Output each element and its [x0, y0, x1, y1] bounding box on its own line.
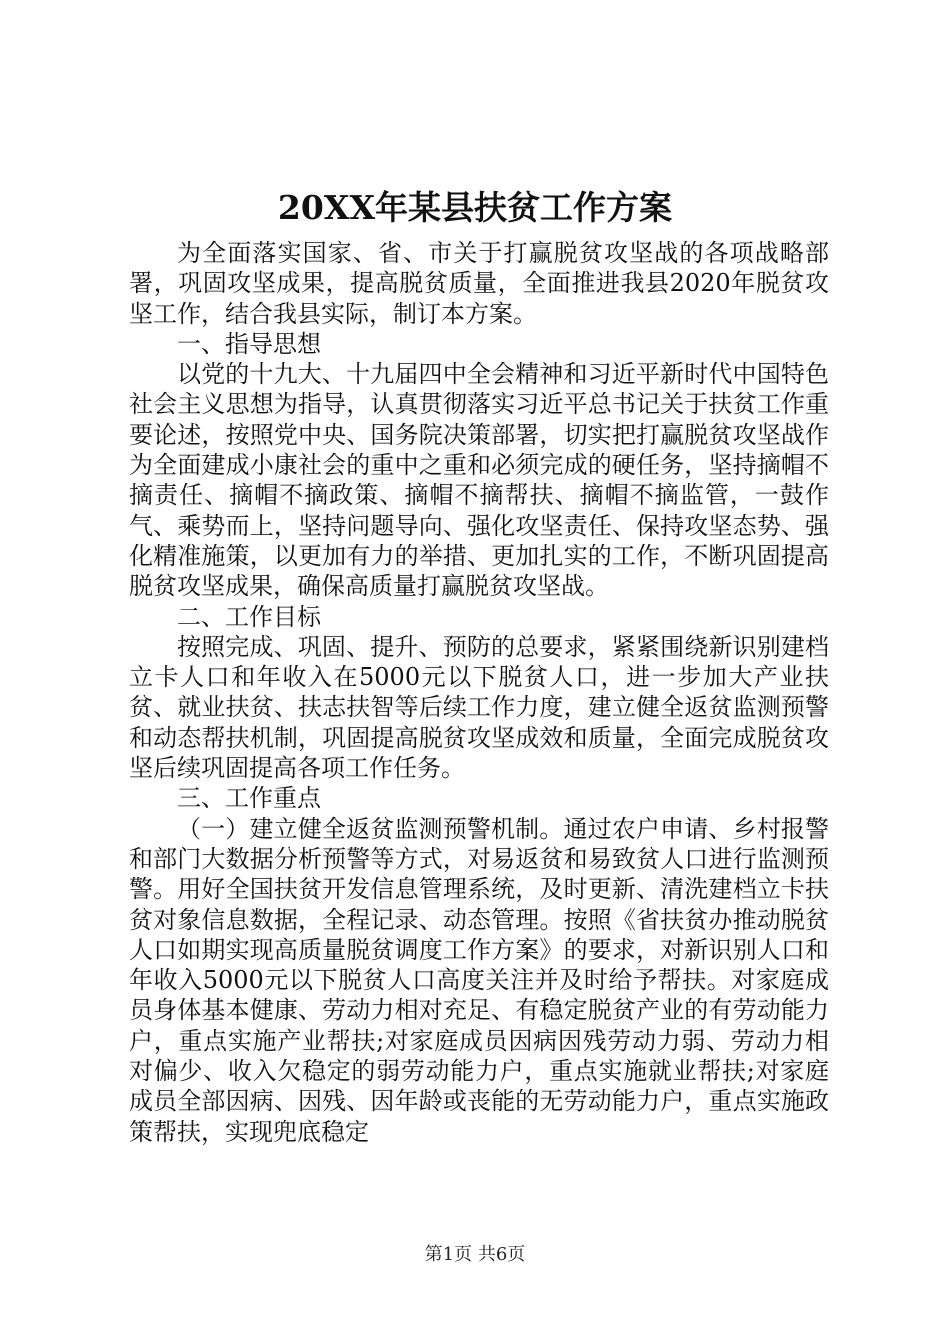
section-heading-guiding-ideology: 一、指导思想 — [177, 329, 321, 358]
intro-paragraph: 为全面落实国家、省、市关于打赢脱贫攻坚战的各项战略部署，巩固攻坚成果，提高脱贫质量，全面推进我县2020年脱贫攻坚工作，结合我县实际，制订本方案。 — [129, 239, 829, 328]
work-focus-paragraph-1: （一）建立健全返贫监测预警机制。通过农户申请、乡村报警和部门大数据分析预警等方式，对易返贫和易致贫人口进行监测预警。用好全国扶贫开发信息管理系统，及时更新、清洗建档立卡扶贫对象信息数据，全程记录、动态管理。按照《省扶贫办推动脱贫人口如期实现高质量脱贫调度工作方案》的要求，对新识别人口和年收入5000元以下脱贫人口高度关注并及时给予帮扶。对家庭成员身体基本健康、劳动力相对充足、有稳定脱贫产业的有劳动能力户，重点实施产业帮扶;对家庭成员因病因残劳动力弱、劳动力相对偏少、收入欠稳定的弱劳动能力户，重点实施就业帮扶;对家庭成员全部因病、因残、因年龄或丧能的无劳动能力户，重点实施政策帮扶，实现兜底稳定 — [129, 814, 829, 1146]
document-title: 20XX年某县扶贫工作方案 — [277, 188, 673, 227]
section-heading-work-focus: 三、工作重点 — [177, 784, 321, 813]
document-body — [129, 238, 829, 1147]
section-heading-work-goals: 二、工作目标 — [177, 602, 321, 631]
guiding-ideology-paragraph: 以党的十九大、十九届四中全会精神和习近平新时代中国特色社会主义思想为指导，认真贯彻落实习近平总书记关于扶贫工作重要论述，按照党中央、国务院决策部署，切实把打赢脱贫攻坚战作为全面建成小康社会的重中之重和必须完成的硬任务，坚持摘帽不摘责任、摘帽不摘政策、摘帽不摘帮扶、摘帽不摘监管，一鼓作气、乘势而上，坚持问题导向、强化攻坚责任、保持攻坚态势、强化精准施策，以更加有力的举措、更加扎实的工作，不断巩固提高脱贫攻坚成果，确保高质量打赢脱贫攻坚战。 — [129, 360, 829, 601]
page-footer: 第1页 共6页 — [424, 1244, 526, 1265]
work-goals-paragraph: 按照完成、巩固、提升、预防的总要求，紧紧围绕新识别建档立卡人口和年收入在5000元以下脱贫人口，进一步加大产业扶贫、就业扶贫、扶志扶智等后续工作力度，建立健全返贫监测预警和动态帮扶机制，巩固提高脱贫攻坚成效和质量，全面完成脱贫攻坚后续巩固提高各项工作任务。 — [129, 632, 829, 783]
